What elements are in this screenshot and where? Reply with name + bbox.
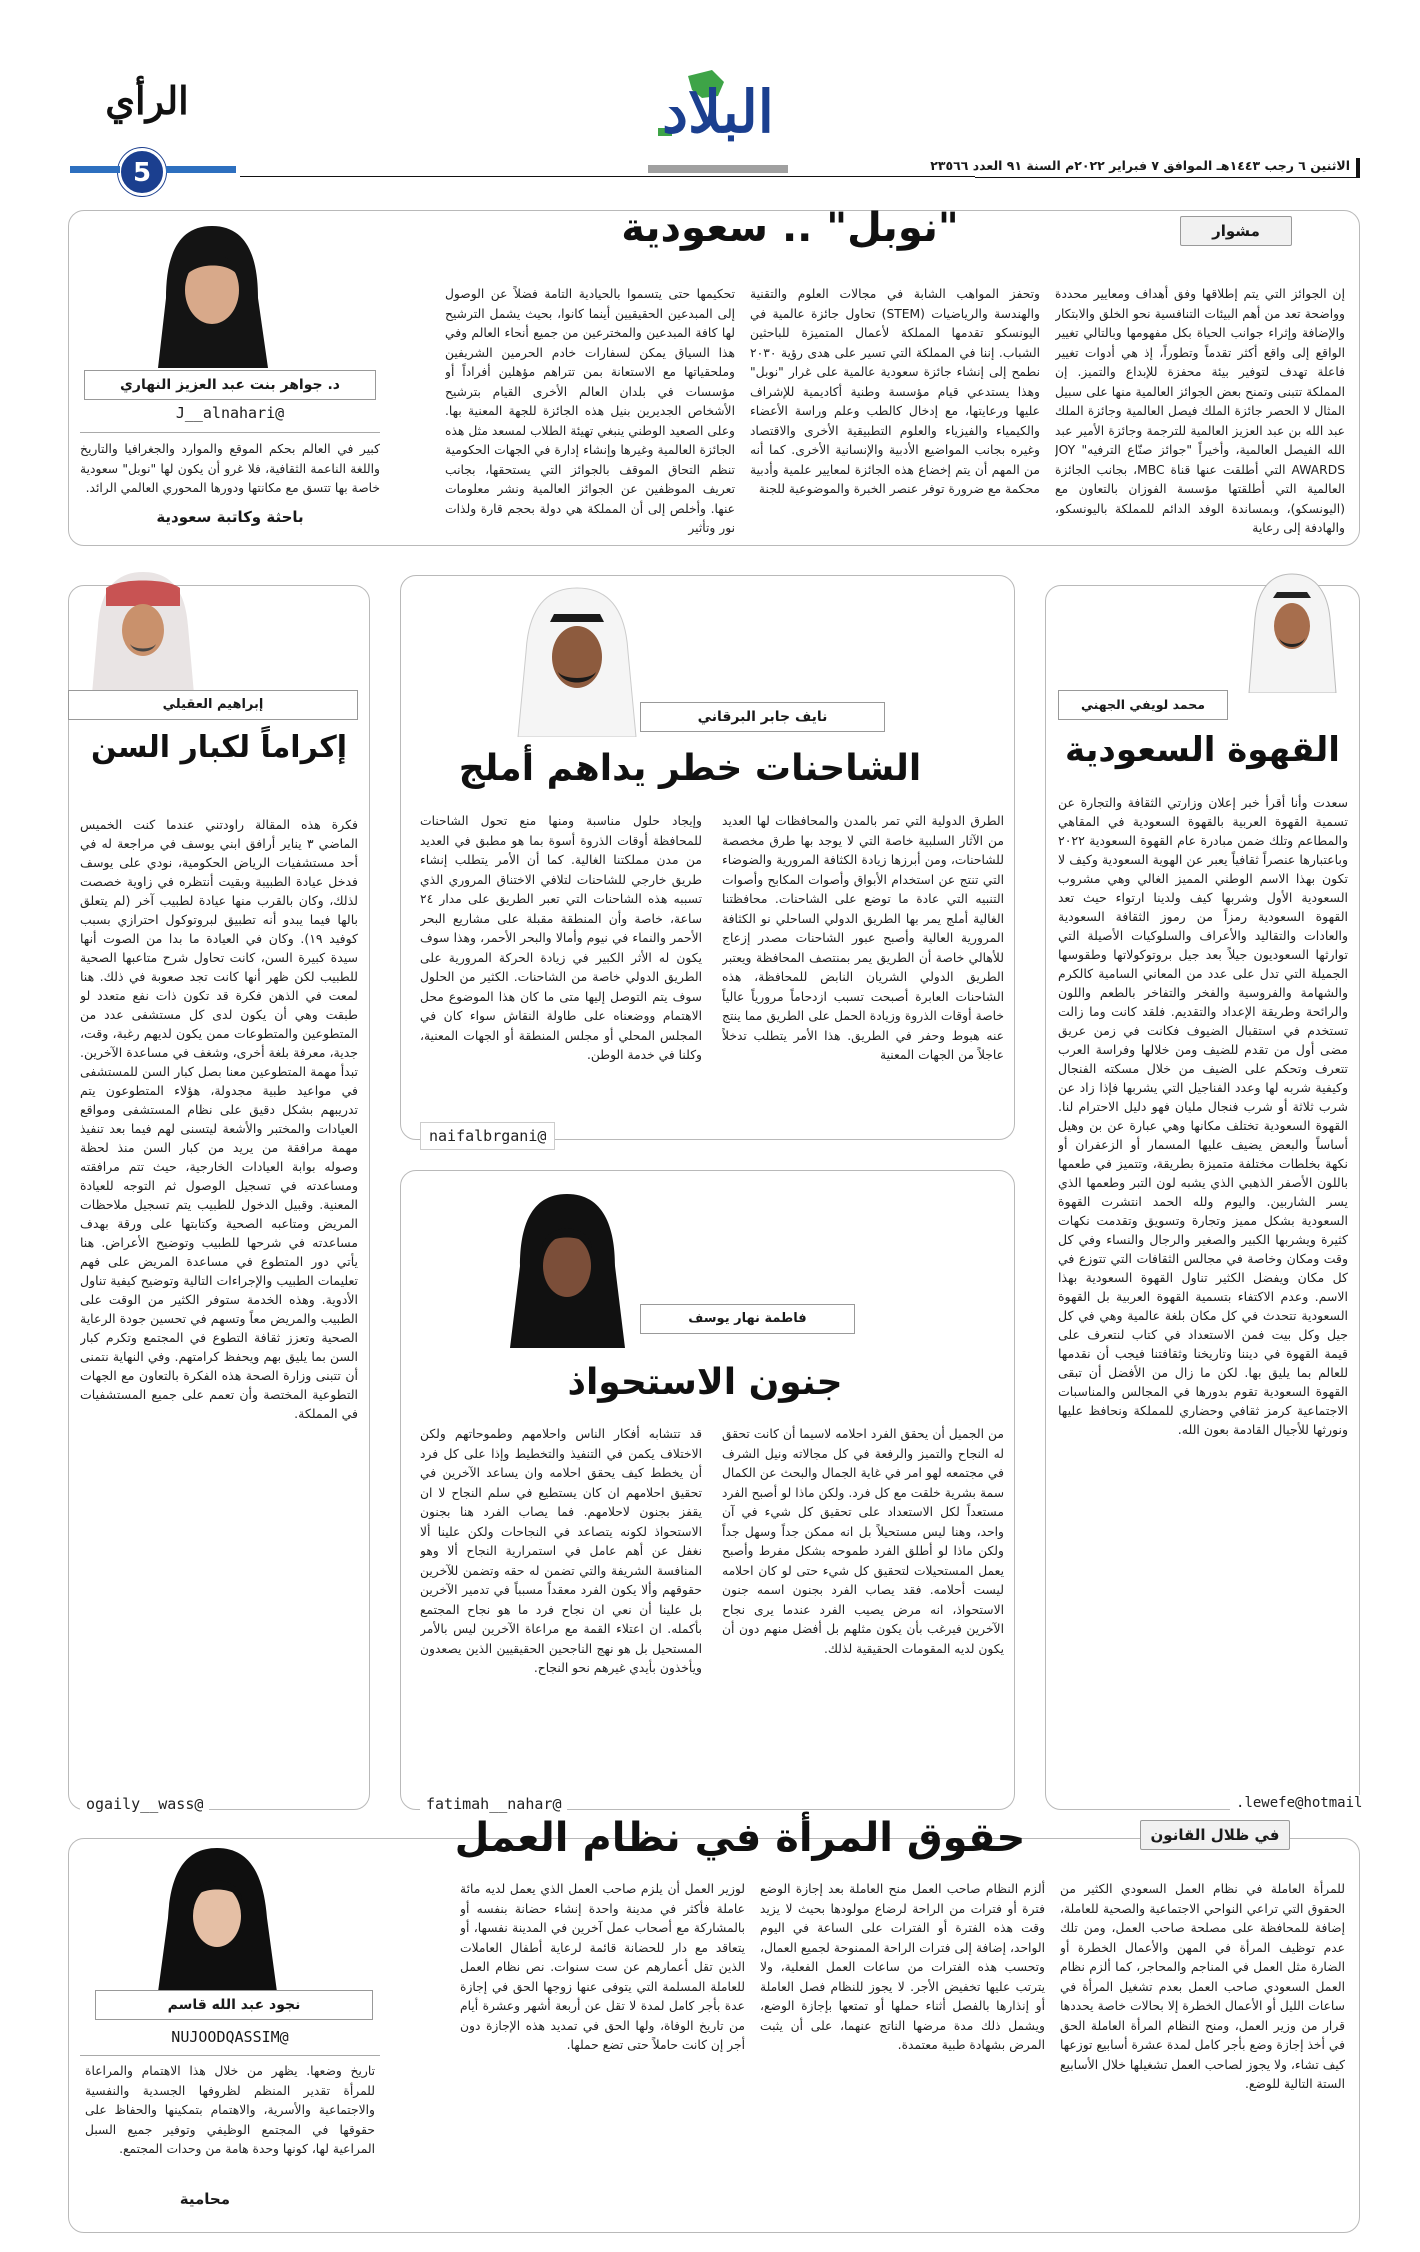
article-nobel-col3: تحكيمها حتى يتسموا بالحيادية التامة فضلاً عن الوصول إلى المبدعين الحقيقيين أينما كانوا، بحيث يشمل الترشيح لها كافة المبدعين والمخترعين من جميع أنحاء العالم وفي هذا السياق يمكن لسفارات خادم الحرمين الشريفين وملحقياتها مع الاستعانة بمن تتراهم مؤهلين أفراداً أو مؤسسات في بلدان العالم الأخرى القيام بترشيح الأشخاص الجديرين بنيل هذه الجائزة للجهة المعنية بها. وعلى الصعيد الوطني ينبغي تهيئة الطلاب لمسعد مثل هذه الجائزة العالمية وغيرها وإنشاء إدارة في الجهات الحكومية تنظم التحاق الموقف بالجوائز التي يستحقها، بجانب تعريف الموظفين عن الجوائز العالمية ونشر معلومات عنها. وأخلص إلى أن المملكة هي دولة بحجم قارة ولذات نور وتأثير — [445, 287, 735, 535]
author-handle-naif: @naifalbrgani — [420, 1122, 555, 1150]
article-nobel-col2: وتحفز المواهب الشابة في مجالات العلوم والتقنية والهندسة والرياضيات (STEM) تحاول جائزة عالمية في اليونسكو تقدمها المملكة لأعمال المتميزة للباحثين الشباب. إننا في المملكة التي تسير على هدى رؤية ٢٠٣٠ نطمح إلى إنشاء جائزة سعودية عالمية على غرار "نوبل" وهذا يستدعي قيام مؤسسة وطنية أكاديمية للإشراف عليها ورعايتها، مع إدخال كالطب وعلم وراسة الأعضاء والكيمياء والفيزياء والعلوم التطبيقية الأخرى والاقتصاد وغيره بجانب المواضيع الأدبية والإنسانية الأخرى. كما أنه من المهم أن يتم إخضاع هذه الجائزة لمعايير علمية وأدبية محكمة مع ضرورة توفر عنصر الخبرة والموضوعية للجنة — [750, 287, 1040, 496]
article-trucks-col2: وإيجاد حلول مناسبة ومنها منع تحول الشاحنات للمحافظة أوقات الذروة أسوة بما هو مطبق في العديد من مدن مملكتنا الغالية. كما أن الأمر يتطلب إنشاء طريق خارجي للشاحنات لتلافي الاختناق المروري الذي تسببه هذه الشاحنات التي تعبر الطريق على مدار ٢٤ ساعة، خاصة وأن المنطقة مقبلة على مشاريع البحر الأحمر والنماء في نيوم وأمالا والبحر الأحمر، وهذا سوف يكون له الأثر الكبير في زيادة الحركة المرورية على الطريق الدولي خاصة من الشاحنات. الكثير من الحلول سوف يتم التوصل إليها متى ما كان هذا الموضوع محل الاهتمام ووضعناه على طاولة النقاش سواء كان في المجلس المحلي أو مجلس المنطقة أو الجهات المعنية، وكلنا في خدمة الوطن. — [420, 814, 702, 1062]
author-photo-jawaher — [130, 218, 295, 368]
header-rule-left — [70, 166, 120, 173]
author-handle-nujood: @NUJOODQASSIM — [171, 2028, 289, 2046]
author-name-mohammed: محمد لويفي الجهني — [1058, 690, 1228, 720]
article-women-rights-col2: ألزم النظام صاحب العمل منح العاملة بعد إجازة الوضع فترة أو فترات من الراحة لرضاع مولودها بحيث لا يزيد وقت هذه الفترة أو الفترات على الساعة في اليوم الواحد، إضافة إلى فترات الراحة الممنوحة لجميع العمال، وتحسب هذه الفترات من ساعات العمل الفعلية، ولا يترتب عليها تخفيض الأجر. لا يجوز للنظام فصل العاملة أو إنذارها بالفصل أثناء حملها أو تمتعها بإجازة الوضع، ويشمل ذلك مدة مرضها الناتج عنهما، على أن يثبت المرض بشهادة طبية معتمدة. — [760, 1882, 1045, 2052]
brand-underline — [648, 165, 788, 173]
section-title: الرأي — [105, 78, 189, 123]
dateline-rule — [240, 176, 975, 177]
article-trucks-title: الشاحنات خطر يداهم أملج — [458, 748, 922, 789]
author-photo-naif — [512, 582, 642, 737]
article-nobel-col4: كبير في العالم بحكم الموقع والموارد والجغرافيا والتاريخ واللغة الناعمة الثقافية، فلا غرو أن يكون لها "نوبل" سعودية خاصة بها تتسق مع مكانتها ودورها المحوري العالمي الرائد. — [80, 442, 380, 495]
author-email-mohammed: lewefe@hotmail. — [1230, 1795, 1368, 1811]
article-women-rights-title: حقوق المرأة في نظام العمل — [454, 1815, 1026, 1861]
article-coffee-body: سعدت وأنا أقرأ خبر إعلان وزارتي الثقافة والتجارة عن تسمية القهوة العربية بالقهوة السعودية في المقاهي والمطاعم وتلك ضمن مبادرة عام القهوة السعودية ٢٠٢٢ وباعتبارها عنصراً ثقافياً يعبر عن الهوية السعودية وكيف لا تكون بهذا الاسم الوطني المميز الغالي وهي مشروب السعودية الأول وشربها كيف ولدينا ارتواء حيث تعد القهوة السعودية رمزاً من رموز الثقافة السعودية والعادات والتقاليد والأعراف والسلوكيات الأصيلة التي توارثها السعوديون جيلاً بعد جيل بروتوكولاتها وطقوسها الجميلة التي تدل على عدد من المعاني السامية كالكرم والشهامة والفروسية والفخر والتفاخر بالطعم واللون والرائحة وطريقة الإعداد والتقديم. فلقد كانت وما زالت تستخدم في استقبال الضيوف فكانت في زمن عريق مضى أول من تقدم للضيف ومن خلالها وفراسة العرب تتعرف وتحكم على الضيف من خلال مسكته الفنجال وكيفية شربه لها وعدد الفناجيل التي يشربها فإذا زاد عن شرب ثلاثة أو شرب فنجال مليان فهو دليل الاحترام لنا. القهوة السعودية تختلف مكانها وهي عبارة عن بن وهيل أساساً والبعض يضيف عليها المسمار أو الزعفران أو نكهة بخلطات مختلفة متميزة بطريقة، وتتميز في طعمها باللون الأصفر الذهبي الذي يشبه لون التبر وطعمها الذي يسر الشاربين. واليوم ولله الحمد انتشرت القهوة السعودية بشكل مميز وتجارة وتسويق وتقدمت نكهات كثيرة ويشربها الكبير والصغير والرجال والنساء وفي كل وقت ومكان وخاصة في مجالس الثقافات التي تتوزع في كل مكان ويفضل الكثير تناول القهوة السعودية بهذا الاسم. وعدم الاكتفاء بتسمية القهوة العربية بل القهوة السعودية تتحدث في كل مكان بلغة عالمية وهي في كل جيل وكل بيت فمن الاستعداد في كتاب لنتعرف على قيمة القهوة في ديننا وتاريخنا وثقافتنا فيجب أن نقدمها للعالم بما يليق بها. لكن ما زال من الأفضل أن تبقى القهوة السعودية تقوم بدورها في المجالس والمناسبات الاجتماعية كرمز ثقافي وحضاري للمملكة ونحافظ عليها ونورثها للأجيال القادمة بعون الله. — [1058, 795, 1348, 1437]
author-handle-jawaher: @J__alnahari — [175, 404, 285, 422]
author-role-nujood: محامية — [179, 2190, 230, 2208]
header-rule-left2 — [166, 166, 236, 173]
article-elderly-title: إكراماً لكبار السن — [91, 730, 347, 765]
author-role-jawaher: باحثة وكاتبة سعودية — [156, 508, 304, 526]
article-trucks-col1: الطرق الدولية التي تمر بالمدن والمحافظات لها العديد من الآثار السلبية خاصة التي لا يوجد بها طرق مخصصة للشاحنات، ومن أبرزها زيادة الكثافة المرورية والضوضاء التي تنتج عن استخدام الأبواق وأصوات المكابح وأصوات التنبيه التي عادة ما توضع على الشاحنات. محافظتنا الغالية أملج يمر بها الطريق الدولي الساحلي نو الكثافة المرورية العالية وأصبح عبور الشاحنات مصدر إزعاج للأهالي خاصة أن الطريق يمر بمنتصف المحافظة ويعتبر الطريق الدولي الشريان النابض للمحافظة، هذه الشاحنات العابرة أصبحت تسبب ازدحاماً مرورياً عالياً خاصة أوقات الذروة وزيادة الحمل على الطريق مما ينتج عنه هبوط وحفر في الطريق. هذا الأمر يتطلب تدخلاً عاجلاً من الجهات المعنية — [722, 814, 1004, 1062]
author-photo-mohammed — [1245, 568, 1340, 693]
masthead — [0, 0, 1420, 188]
article-women-rights-col3: لوزير العمل أن يلزم صاحب العمل الذي يعمل لديه مائة عاملة فأكثر في مدينة واحدة إنشاء حضانة بنفسه أو بالمشاركة مع أصحاب عمل آخرين في المدينة نفسها، أو يتعاقد مع دار للحضانة قائمة لرعاية أطفال العاملات الذين تقل أعمارهم عن ست سنوات. نص نظام العمل للعاملة المسلمة التي يتوفى عنها زوجها الحق في إجازة عدة بأجر كامل لمدة لا تقل عن أربعة أشهر وعشرة أيام من تاريخ الوفاة، ولها الحق في تمديد هذه الإجازة دون أجر إن كانت حاملاً حتى تضع حملها. — [460, 1882, 745, 2052]
author-photo-ibrahim — [88, 566, 198, 694]
author-name-jawaher: د. جواهر بنت عبد العزيز النهاري — [84, 370, 376, 400]
divider-nujood — [80, 2055, 380, 2056]
article-women-rights-col4: تاريخ وضعها. يظهر من خلال هذا الاهتمام والمراعاة للمرأة تقدير المنظم لظروفها الجسدية والنفسية والاجتماعية والأسرية، والاهتمام بتمكينها والحفاظ على حقوقها في المجتمع الوظيفي وتوفير جميع السبل المراعية لها، كونها وحدة هامة من وحدات المجتمع. — [85, 2064, 375, 2156]
dateline — [930, 158, 1360, 178]
article-nobel-title: "نوبل" .. سعودية — [621, 205, 959, 251]
section-badge-mishwar: مشوار — [1180, 216, 1292, 246]
article-possession-col1: من الجميل أن يحقق الفرد احلامه لاسيما أن كانت تحقق له النجاح والتميز والرفعة في كل مجالاته ونيل الشرف في مجتمعه لهو امر في غاية الجمال والبحث عن الكمال سمة بشرية خلقت مع كل فرد. ولكن ماذا لو أصبح الفرد مستعداً لكل الاستعداد على تحقيق كل شيء في آن واحد، وهنا ليس مستحيلاً بل انه ممكن جداً وسهل جداً ولكن ماذا لو أطلق الفرد طموحه بشكل مفرط وأصبح يعمل المستحيلات لتحقيق كل شيء حتى لو كان احلامه ليست أحلامه. فقد يصاب الفرد بجنون اسمه جنون الاستحواذ، انه مرض يصيب الفرد عندما يرى نجاح الآخرين فيرغب بأن يكون مثلهم بل أفضل منهم دون أن يكون لديه المقومات الحقيقية لذلك. — [722, 1427, 1004, 1656]
article-possession-col2: قد تتشابه أفكار الناس واحلامهم وطموحاتهم ولكن الاختلاف يكمن في التنفيذ والتخطيط وإذا على كل فرد أن يخطط كيف يحقق احلامه وان يساعد الآخرين في تحقيق احلامهم ان كان يستطيع في سلم النجاح لا ان يقفز بجنون لاحلامهم. فما يصاب الفرد هنا بجنون الاستحواذ لكونه يتصاعد في النجاحات ولكن علينا ألا نغفل عن أهم عامل في استمرارية النجاح ألا وهو المنافسة الشريفة والتي تضمن له حقه وتضمن للآخرين حقوقهم وألا يكون الفرد معقداً مسبباً في تدمير الآخرين بل علينا أن نعي ان نجاح فرد ما هو نجاح المجتمع بأكمله. ان اعتلاء القمة مع مراعاة الآخرين ليس بالأمر المستحيل بل هو نهج الناجحين الحقيقيين الذين يصعدون ويأخذون بأيدي غيرهم نحو النجاح. — [420, 1427, 702, 1675]
article-elderly-body: فكرة هذه المقالة راودتني عندما كنت الخميس الماضي ٣ يناير أرافق ابني يوسف في مراجعة له في أحد مستشفيات الرياض الحكومية، نودي على يوسف فدخل عيادة الطبيبة وبقيت أنتظره في زاوية خصصت لذلك، وكان بالقرب منها عيادة لطبيب آخر (لم يتعلق بالها فيما يبدو أنه تطبيق لبروتوكول احترازي بسبب كوفيد ١٩). وكان في العيادة ما بدا من الصوت أنها سيدة كبيرة السن، كانت تحاول شرح متاعبها الصحية للطبيب لكن ظهر أنها كانت تجد صعوبة في ذلك. هنا لمعت في الذهن فكرة قد تكون ذات نفع متعدد لو طبقت وهي أن يكون لدى كل مستشفى عدد من المتطوعين والمتطوعات ممن يكون لديهم رغبة، وقت، جدية، معرفة بلغة أخرى، وشغف في مساعدة الآخرين. تبدأ مهمة المتطوعين معنا بصل كبار السن للمستشفى في مواعيد طبية مجدولة، هؤلاء المتطوعون يتم تدريبهم بشكل دقيق على نظام المستشفى ومواقع العيادات والمختبر والأشعة ليتسنى لهم فيما بعد تنفيذ مهمة مرافقة من يريد من كبار السن منذ لحظة وصوله بوابة العيادات الخارجية، حيث تتم مرافقته ومساعدته في تسجيل الوصول ثم التوجه للعيادة المعنية. وقبيل الدخول للطبيب يتم تسجيل ملاحظات المريض ومتاعبه الصحية وكتابتها على ورقة بهدف مساعدته في شرحها للطبيب وتوضيح الأعراض. هنا يأتي دور المتطوع في مساعدة المريض على فهم تعليمات الطبيب والإجراءات التالية وتوضيح كيفية تناول الأدوية. وهذه الخدمة ستوفر الكثير من الوقت على الطبيب والمريض معاً وتسهم في تحسين جودة الرعاية الصحية وتعزز ثقافة التطوع في المجتمع وتكرم كبار السن بما يليق بهم ويحفظ كرامتهم. وفي النهاية نتمنى أن تتبنى وزارة الصحة هذه الفكرة بالتعاون مع الجهات التطوعية المختصة وأن تعمم على جميع المستشفيات في المملكة. — [80, 817, 358, 1421]
author-name-fatimah: فاطمة نهار يوسف — [640, 1304, 855, 1334]
article-possession-title: جنون الاستحواذ — [567, 1362, 843, 1403]
author-name-naif: نايف جابر البرقاني — [640, 702, 885, 732]
author-handle-fatimah: @fatimah__nahar — [420, 1795, 567, 1813]
divider-jawaher — [80, 432, 380, 433]
brand-logo — [648, 68, 788, 164]
author-name-nujood: نجود عبد الله قاسم — [95, 1990, 373, 2020]
author-name-ibrahim: إبراهيم العقيلي — [68, 690, 358, 720]
section-badge-law: في ظلال القانون — [1140, 1820, 1290, 1850]
article-coffee-title: القهوة السعودية — [1065, 730, 1340, 770]
article-women-rights-col1: للمرأة العاملة في نظام العمل السعودي الكثير من الحقوق التي تراعي النواحي الاجتماعية والصحية للعاملة، إضافة للمحافظة على مصلحة صاحب العمل، ومن تلك عدم توظيف المرأة في المهن والأعمال الخطرة أو الضارة مثل العمل في المناجم والمحاجر، كما ألزم نظام العمل السعودي صاحب العمل بعدم تشغيل المرأة في ساعات الليل أو الأعمال الخطرة إلا بحالات خاصة يحددها قرار من وزير العمل، ومنح النظام المرأة العاملة الحق في أخذ إجازة وضع بأجر كامل لمدة عشرة أسابيع توزعها كيف تشاء، ولا يجوز لصاحب العمل تشغيلها خلال الأسابيع الستة التالية للوضع. — [1060, 1882, 1345, 2091]
author-photo-fatimah — [500, 1188, 635, 1348]
author-handle-ibrahim: @ogaily__wass — [80, 1795, 209, 1813]
author-photo-nujood — [150, 1842, 285, 1992]
page-number-badge: 5 — [118, 148, 166, 196]
article-nobel-col1: إن الجوائز التي يتم إطلاقها وفق أهداف ومعايير محددة وواضحة تعد من أهم البيئات التنافسية نحو الخلق والابتكار والإضافة وإثراء جوانب الحياة بكل مفهومها وبالتالي تغيير الواقع إلى واقع أكثر تقدماً وتطوراً، إذ هي أدوات تغيير فاعلة تهدف لتوفير بيئة محفزة للإبداع والتميز. إن المملكة تتبنى وتمنح بعض الجوائز العالمية منها على سبيل المثال لا الحصر جائزة الملك فيصل العالمية وجائزة الملك عبد الله بن عبد العزيز العالمية للترجمة وجائزة الأمير عبد الله الفيصل العالمية، وأخيراً "جوائز صنّاع الترفيه" JOY AWARDS التي أطلقت عنها قناة MBC، بجانب الجائزة العالمية التي أطلقتها مؤسسة الفوزان بالتعاون مع (اليونسكو)، وبمساندة الوفد الدائم للمملكة باليونسكو، والهادفة إلى رعاية — [1055, 287, 1345, 535]
dateline-text: الاثنين ٦ رجب ١٤٤٣هـ الموافق ٧ فبراير ٢٠٢٢م السنة ٩١ العدد ٢٣٥٦٦ — [930, 158, 1350, 173]
brand-wordmark: البلاد — [662, 78, 774, 146]
